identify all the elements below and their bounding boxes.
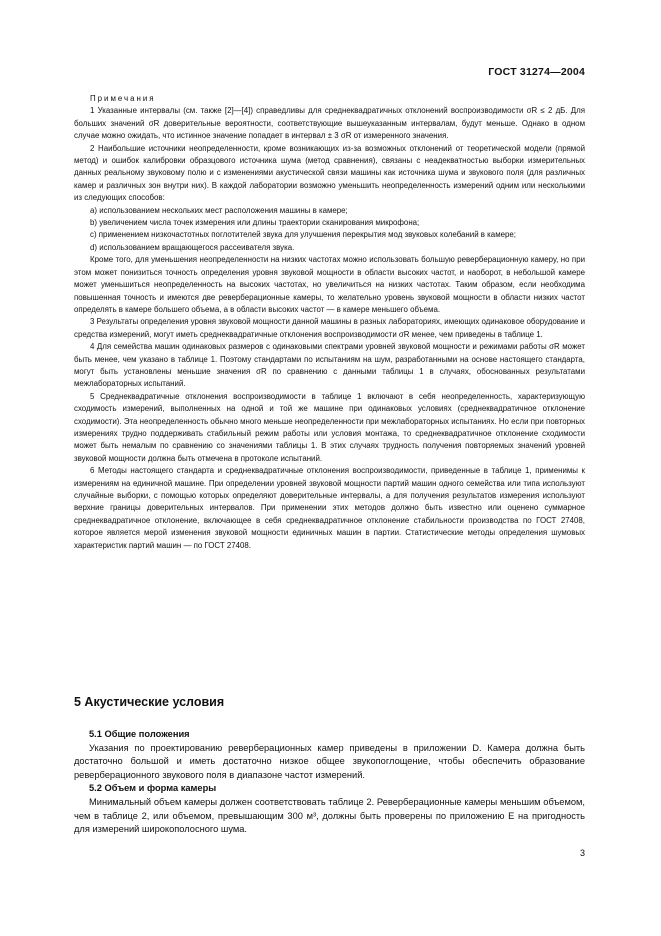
section-title: 5 Акустические условия <box>74 695 225 709</box>
list-item <box>74 205 585 217</box>
note-paragraph: 5 Среднеквадратичные отклонения воспроизводимости в таблице 1 включают в себя неопределенность, характеризующую сходимость измерений, выполненных на одной и той же машине при одинаковых условиях (среднеквадратичное отклонение сходимости). Эта неопределенность обычно много меньше неопределенности при межлабораторных испытаниях. Но если при повторных измерениях трудно поддерживать стабильный режим работы или условия монтажа, то среднеквадратичное отклонение сходимости может быть немалым по сравнению со значениями таблицы 1. В этих случаях трудность получения повторяемых значений уровней звуковой мощности должна быть отмечена в протоколе испытаний. <box>74 391 585 463</box>
body-paragraph: Указания по проектированию реверберационных камер приведены в приложении D. Камера должна быть достаточно большой и иметь достаточно низкое общее звукопоглощение, чтобы обеспечить образование реверберационного звукового поля в диапазоне частот измерений. <box>74 742 585 780</box>
subsection-title: 5.1 Общие положения <box>89 729 190 739</box>
list-item-text: увеличением числа точек измерения или длины траектории сканирования микрофона; <box>99 218 420 228</box>
subsection-title: 5.2 Объем и форма камеры <box>89 783 217 794</box>
list-item <box>74 229 585 241</box>
list-item-text: использованием нескольких мест расположения машины в камере; <box>99 205 348 215</box>
document-code: ГОСТ 31274—2004 <box>488 66 585 78</box>
list-item <box>74 242 585 254</box>
note-paragraph: 4 Для семейства машин одинаковых размеров с одинаковыми спектрами уровней звуковой мощности и режимами работы σR может быть менее, чем указано в таблице 1. Поэтому стандартами по испытаниям на шум, разработанными на основе настоящего стандарта, могут быть установлены меньшие значения σR по сравнению с данными таблицы 1 в случаях, обоснованных результатами межлабораторных испытаний. <box>74 342 585 389</box>
list-marker: c) <box>90 230 97 240</box>
note-paragraph: 2 Наибольшие источники неопределенности, кроме возникающих из-за возможных отклонений от теоретической модели (прямой метод) и ошибок калибровки образцового источника шума (метод сравнения), связаны с неадекватностью выборки измерительных данных реальному звуковому полю и с изменениями акустической связи машины как источника шума и звукового поля (для различных камер и различных зон внутри них). В каждой лаборатории возможно уменьшить неопределенность измерений одним или несколькими из следующих способов: <box>74 143 585 203</box>
body-paragraph: Минимальный объем камеры должен соответствовать таблице 2. Реверберационные камеры меньшим объемом, чем в таблице 2, или объемом, превышающим 300 м³, должны быть проверены по приложению E на пригодность для измерений широкополосного шума. <box>74 796 585 835</box>
note-paragraph: 6 Методы настоящего стандарта и среднеквадратичные отклонения воспроизводимости, приведенные в таблице 1, применимы к измерениям на единичной машине. При определении уровней звуковой мощности партий машин одного семейства или типа используют случайные выборки, с помощью которых определяют доверительные интервалы, а для получения результатов измерения используют верхние границы доверительных интервалов. При применении этих методов должно быть известно или оценено суммарное среднеквадратичное отклонение, включающее в себя среднеквадратичное отклонение стабильности производства по ГОСТ 27408, которое является мерой изменения звуковой мощности единичных машин в партии. Статистические методы определения шумовых характеристик партий машин — по ГОСТ 27408. <box>74 466 585 550</box>
list-item-text: использованием вращающегося рассеивателя звука. <box>99 242 295 252</box>
notes-block <box>74 93 585 552</box>
list-marker: b) <box>90 218 98 228</box>
list-marker: d) <box>90 242 98 252</box>
list-item <box>74 217 585 229</box>
list-item-text: применением низкочастотных поглотителей звука для улучшения перекрытия мод звуковых колебаний в камере; <box>98 230 516 240</box>
page-number: 3 <box>579 848 585 858</box>
note-paragraph: Кроме того, для уменьшения неопределенности на низких частотах можно использовать большую реверберационную камеру, но при этом может понизиться точность определения уровня звуковой мощности в области высоких частот, и наоборот, в небольшой камере может уменьшиться неопределенность на высоких частотах, но увеличиться на низких частотах. Таким образом, если необходима повышенная точность и имеются две реверберационные камеры, то желательно уровень звуковой мощности в области низких частот определять в камере большего объема, а в области высоких частот — в камере меньшего объема. <box>74 255 585 314</box>
notes-heading: Примечания <box>90 94 156 103</box>
section-body <box>74 728 585 837</box>
note-paragraph: 3 Результаты определения уровня звуковой мощности данной машины в разных лабораториях, имеющих одинаковое оборудование и средства измерений, могут иметь среднеквадратичные отклонения воспроизводимости σR менее, чем приведены в таблице 1. <box>74 317 585 339</box>
list-marker: a) <box>90 205 98 215</box>
note-paragraph: 1 Указанные интервалы (см. также [2]—[4]) справедливы для среднеквадратичных отклонений воспроизводимости σR ≤ 2 дБ. Для больших значений σR доверительные вероятности, соответствующие вышеуказанным интервалам, будут меньше. Однако в одном случае можно ожидать, что истинное значение попадает в интервал ± 3 σR от измеренного значения. <box>74 106 585 141</box>
